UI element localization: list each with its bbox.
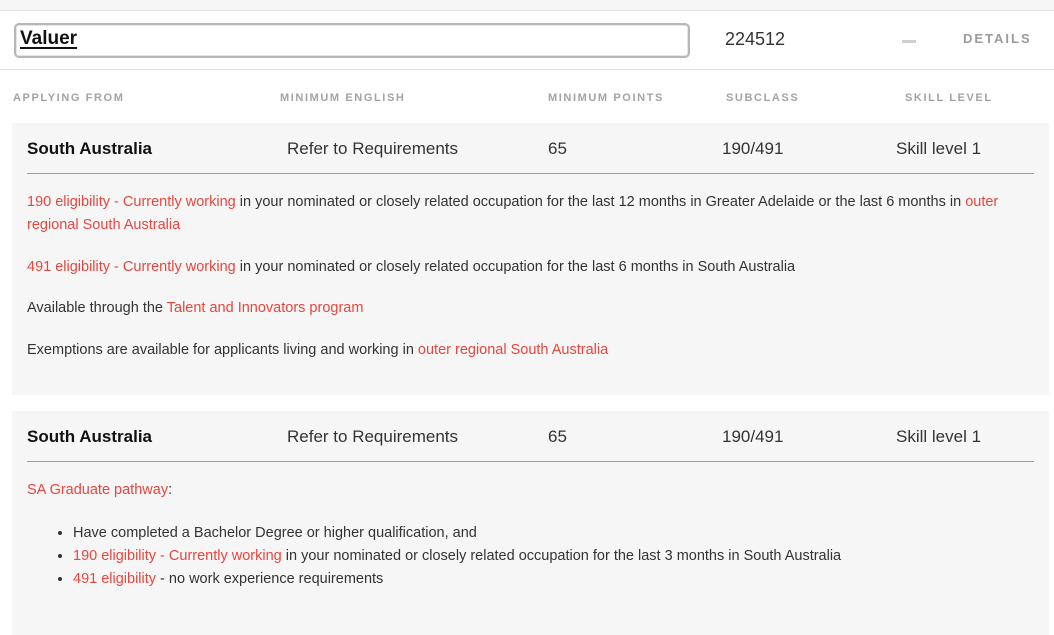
list-item [73, 545, 841, 568]
column-header-applying-from: APPLYING FROM [13, 92, 125, 104]
state-name: South Australia [27, 139, 152, 158]
list-item [73, 568, 841, 591]
column-header-subclass: SUBCLASS [726, 92, 800, 104]
outer-regional-link[interactable]: outer regional South Australia [417, 342, 609, 358]
minimum-english-value: Refer to Requirements [287, 427, 459, 446]
separator: - [110, 259, 123, 275]
currently-working-link[interactable]: Currently working [122, 194, 236, 210]
availability-paragraph [27, 297, 1017, 320]
talent-innovators-link[interactable]: Talent and Innovators program [166, 300, 364, 316]
minimum-english-value: Refer to Requirements [287, 139, 459, 158]
eligibility-190-link[interactable]: 190 eligibility [27, 194, 111, 210]
paragraph-text: in your nominated or closely related occupation for the last 12 months in Greater Adelaide or the last 6 months in [235, 194, 966, 210]
collapse-dash-icon[interactable] [902, 40, 916, 43]
list-item-text: - no work experience requirements [156, 571, 384, 587]
requirement-card [12, 123, 1049, 395]
list-item-text: in your nominated or closely related occupation for the last 3 months in South Australia [281, 548, 842, 564]
requirement-card [12, 411, 1049, 635]
separator: - [156, 548, 169, 564]
paragraph-text: Exemptions are available for applicants living and working in [27, 342, 418, 358]
minimum-points-value: 65 [548, 139, 567, 158]
column-header-minimum-points: MINIMUM POINTS [548, 92, 664, 104]
card-summary-row [27, 411, 1034, 462]
eligibility-491-paragraph [27, 256, 1017, 279]
graduate-pathway-heading [27, 479, 1017, 502]
list-item-text: Have completed a Bachelor Degree or higher qualification, and [73, 525, 477, 541]
top-strip [0, 0, 1054, 11]
occupation-code: 224512 [725, 29, 786, 49]
occupation-row [0, 11, 1054, 70]
list-item [73, 522, 841, 545]
subclass-value: 190/491 [722, 427, 784, 446]
state-name: South Australia [27, 427, 152, 446]
pathway-requirements-list [27, 522, 841, 591]
currently-working-link[interactable]: Currently working [168, 548, 282, 564]
paragraph-text: Available through the [27, 300, 167, 316]
eligibility-491-link[interactable]: 491 eligibility [27, 259, 111, 275]
sa-graduate-pathway-link[interactable]: SA Graduate pathway [27, 482, 169, 498]
minimum-points-value: 65 [548, 427, 567, 446]
column-header-skill-level: SKILL LEVEL [905, 92, 993, 104]
outer-regional-link[interactable]: outer regional South Australia [27, 194, 999, 233]
skill-level-value: Skill level 1 [896, 427, 982, 446]
eligibility-190-paragraph [27, 191, 1017, 237]
currently-working-link[interactable]: Currently working [122, 259, 236, 275]
occupation-title-field[interactable] [14, 23, 690, 58]
skill-level-value: Skill level 1 [896, 139, 982, 158]
column-header-minimum-english: MINIMUM ENGLISH [280, 92, 406, 104]
colon: : [168, 482, 173, 498]
separator: - [110, 194, 123, 210]
card-summary-row [27, 123, 1034, 174]
subclass-value: 190/491 [722, 139, 784, 158]
exemptions-paragraph [27, 339, 1017, 362]
eligibility-491-link[interactable]: 491 eligibility [73, 571, 157, 587]
occupation-title-link[interactable]: Valuer [20, 28, 78, 49]
details-button[interactable]: DETAILS [963, 31, 1032, 46]
eligibility-190-link[interactable]: 190 eligibility [73, 548, 157, 564]
paragraph-text: in your nominated or closely related occupation for the last 6 months in South Australia [235, 259, 796, 275]
